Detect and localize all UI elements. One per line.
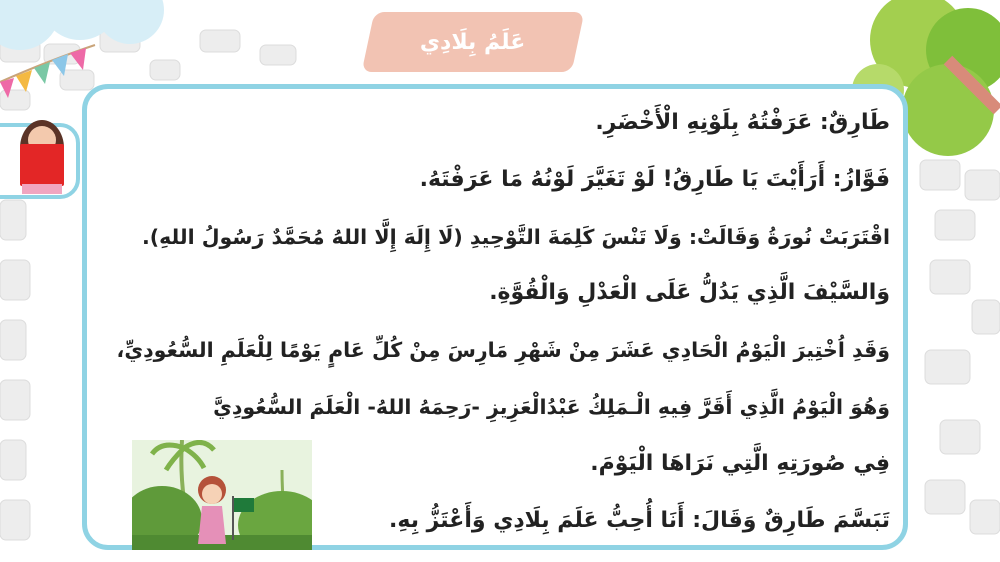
story-line-2: فَوَّازُ: أَرَأَيْتَ يَا طَارِقُ! لَوْ تَغَيَّرَ لَوْنُهُ مَا عَرَفْتَهُ. bbox=[419, 166, 890, 192]
story-line-5: وَقَدِ اُخْتِيرَ الْيَوْمُ الْحَادِي عَشَرَ مِنْ شَهْرِ مَارِسَ مِنْ كُلِّ عَامٍ يَوْمًا لِلْعَلَمِ السُّعُودِيِّ، bbox=[116, 338, 890, 363]
story-line-4: وَالسَّيْفَ الَّذِي يَدُلُّ عَلَى الْعَدْلِ وَالْقُوَّةِ. bbox=[489, 280, 890, 306]
lesson-title: عَلَمُ بِلَادِي bbox=[420, 29, 526, 55]
girl-with-flag-illustration bbox=[132, 440, 312, 550]
lesson-title-banner bbox=[362, 12, 585, 72]
story-line-3: اقْتَرَبَتْ نُورَةُ وَقَالَتْ: وَلَا تَنْسَ كَلِمَةَ التَّوْحِيدِ (لَا إِلَهَ إِلَّا اللهُ مُحَمَّدٌ رَسُولُ اللهِ). bbox=[141, 224, 890, 249]
story-line-1: طَارِقٌ: عَرَفْتُهُ بِلَوْنِهِ الْأَخْضَرِ. bbox=[595, 110, 890, 135]
stone-wall-right bbox=[920, 160, 1000, 534]
cloud-decoration bbox=[0, 0, 164, 50]
story-line-7: فِي صُورَتِهِ الَّتِي نَرَاهَا الْيَوْمَ. bbox=[590, 450, 890, 476]
girl-reading-illustration bbox=[0, 108, 74, 198]
story-line-6: وَهُوَ الْيَوْمُ الَّذِي أَقَرَّ فِيهِ الْـمَلِكُ عَبْدُالْعَزِيزِ -رَحِمَهُ اللهُ- الْعَلَمَ السُّعُودِيَّ bbox=[213, 394, 890, 419]
story-line-8: تَبَسَّمَ طَارِقٌ وَقَالَ: أَنَا أُحِبُّ عَلَمَ بِلَادِي وَأَعْتَزُّ بِهِ. bbox=[389, 507, 890, 533]
